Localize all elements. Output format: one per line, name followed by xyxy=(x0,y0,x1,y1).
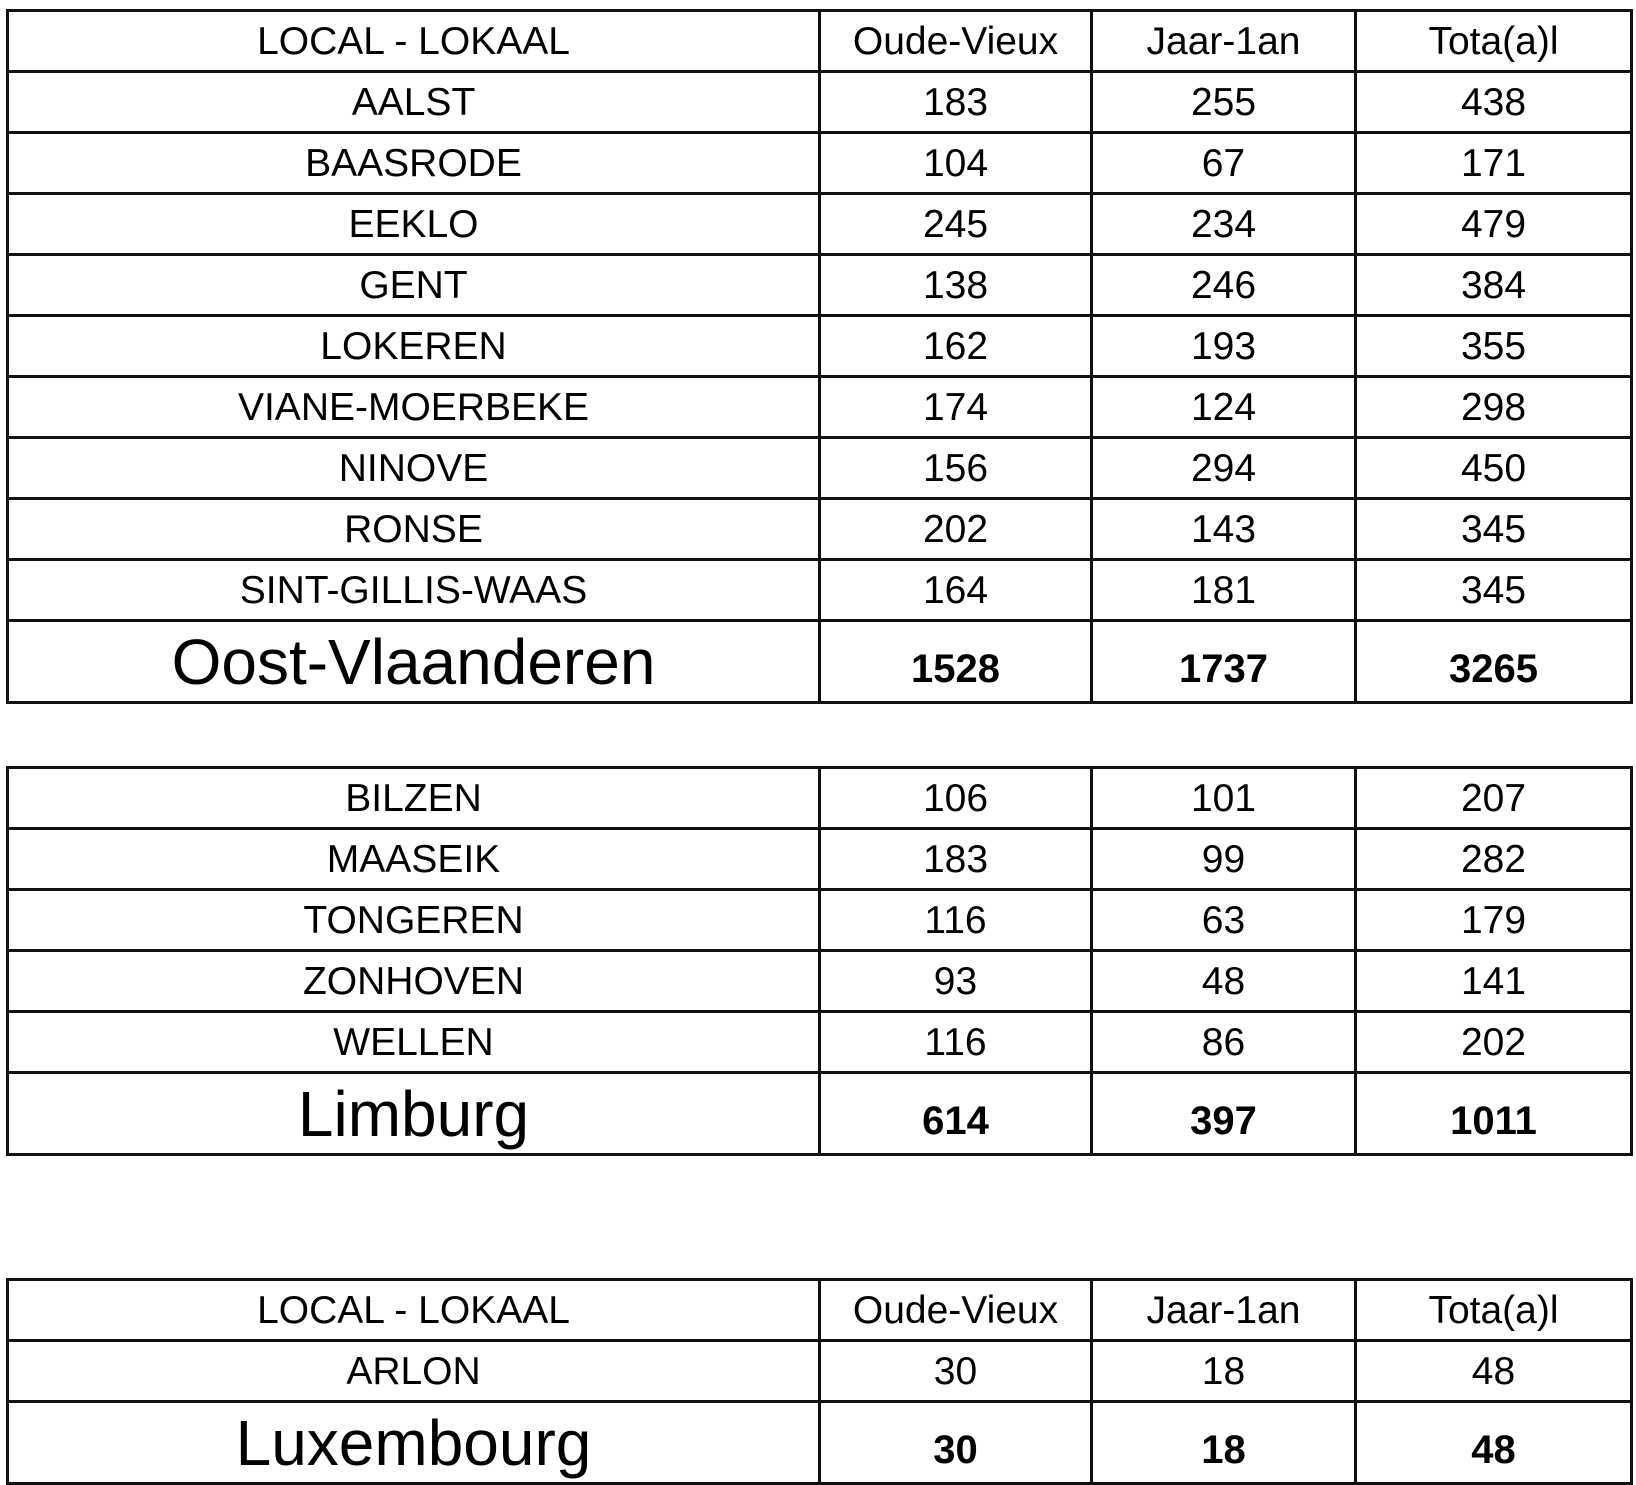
total-value: 355 xyxy=(1356,316,1632,377)
year-value: 63 xyxy=(1092,890,1356,951)
table-row xyxy=(8,194,1632,255)
table-row xyxy=(8,133,1632,194)
local-name: AALST xyxy=(8,72,820,133)
total-value: 345 xyxy=(1356,499,1632,560)
total-value: 207 xyxy=(1356,768,1632,829)
year-value: 48 xyxy=(1092,951,1356,1012)
province-name: Oost-Vlaanderen xyxy=(8,621,820,703)
province-total-row xyxy=(8,1073,1632,1155)
local-name: VIANE-MOERBEKE xyxy=(8,377,820,438)
table-row xyxy=(8,316,1632,377)
old-value: 156 xyxy=(820,438,1092,499)
table-row xyxy=(8,890,1632,951)
total-total-value: 3265 xyxy=(1356,621,1632,703)
header-year: Jaar-1an xyxy=(1092,1280,1356,1341)
total-value: 384 xyxy=(1356,255,1632,316)
total-old-value: 30 xyxy=(820,1402,1092,1484)
year-value: 234 xyxy=(1092,194,1356,255)
old-value: 245 xyxy=(820,194,1092,255)
local-name: WELLEN xyxy=(8,1012,820,1073)
local-name: RONSE xyxy=(8,499,820,560)
luxembourg-table xyxy=(6,1278,1633,1485)
old-value: 183 xyxy=(820,829,1092,890)
oost-vlaanderen-table xyxy=(6,9,1633,704)
header-local: LOCAL - LOKAAL xyxy=(8,11,820,72)
table-row xyxy=(8,829,1632,890)
table-row xyxy=(8,377,1632,438)
total-value: 141 xyxy=(1356,951,1632,1012)
header-row xyxy=(8,1280,1632,1341)
total-value: 298 xyxy=(1356,377,1632,438)
table-row xyxy=(8,499,1632,560)
year-value: 67 xyxy=(1092,133,1356,194)
old-value: 30 xyxy=(820,1341,1092,1402)
table-row xyxy=(8,438,1632,499)
year-value: 193 xyxy=(1092,316,1356,377)
header-total: Tota(a)l xyxy=(1356,11,1632,72)
old-value: 93 xyxy=(820,951,1092,1012)
total-value: 345 xyxy=(1356,560,1632,621)
total-total-value: 48 xyxy=(1356,1402,1632,1484)
old-value: 138 xyxy=(820,255,1092,316)
table-row xyxy=(8,1341,1632,1402)
table-row xyxy=(8,72,1632,133)
limburg-table xyxy=(6,766,1633,1156)
total-year-value: 1737 xyxy=(1092,621,1356,703)
table-row xyxy=(8,768,1632,829)
header-old: Oude-Vieux xyxy=(820,1280,1092,1341)
table-row xyxy=(8,951,1632,1012)
total-value: 282 xyxy=(1356,829,1632,890)
total-value: 450 xyxy=(1356,438,1632,499)
local-name: BILZEN xyxy=(8,768,820,829)
total-old-value: 1528 xyxy=(820,621,1092,703)
year-value: 86 xyxy=(1092,1012,1356,1073)
local-name: MAASEIK xyxy=(8,829,820,890)
table-row xyxy=(8,255,1632,316)
header-total: Tota(a)l xyxy=(1356,1280,1632,1341)
local-name: ARLON xyxy=(8,1341,820,1402)
old-value: 202 xyxy=(820,499,1092,560)
total-value: 171 xyxy=(1356,133,1632,194)
total-value: 438 xyxy=(1356,72,1632,133)
province-total-row xyxy=(8,1402,1632,1484)
header-local: LOCAL - LOKAAL xyxy=(8,1280,820,1341)
old-value: 116 xyxy=(820,1012,1092,1073)
local-name: GENT xyxy=(8,255,820,316)
header-year: Jaar-1an xyxy=(1092,11,1356,72)
province-name: Luxembourg xyxy=(8,1402,820,1484)
total-year-value: 397 xyxy=(1092,1073,1356,1155)
local-name: SINT-GILLIS-WAAS xyxy=(8,560,820,621)
local-name: TONGEREN xyxy=(8,890,820,951)
year-value: 294 xyxy=(1092,438,1356,499)
total-value: 202 xyxy=(1356,1012,1632,1073)
local-name: ZONHOVEN xyxy=(8,951,820,1012)
year-value: 143 xyxy=(1092,499,1356,560)
table-row xyxy=(8,1012,1632,1073)
local-name: EEKLO xyxy=(8,194,820,255)
local-name: BAASRODE xyxy=(8,133,820,194)
old-value: 162 xyxy=(820,316,1092,377)
old-value: 164 xyxy=(820,560,1092,621)
local-name: LOKEREN xyxy=(8,316,820,377)
total-year-value: 18 xyxy=(1092,1402,1356,1484)
table-row xyxy=(8,560,1632,621)
total-old-value: 614 xyxy=(820,1073,1092,1155)
header-old: Oude-Vieux xyxy=(820,11,1092,72)
province-total-row xyxy=(8,621,1632,703)
year-value: 124 xyxy=(1092,377,1356,438)
year-value: 246 xyxy=(1092,255,1356,316)
old-value: 106 xyxy=(820,768,1092,829)
old-value: 104 xyxy=(820,133,1092,194)
province-name: Limburg xyxy=(8,1073,820,1155)
old-value: 183 xyxy=(820,72,1092,133)
total-value: 479 xyxy=(1356,194,1632,255)
header-row xyxy=(8,11,1632,72)
total-value: 179 xyxy=(1356,890,1632,951)
year-value: 101 xyxy=(1092,768,1356,829)
total-value: 48 xyxy=(1356,1341,1632,1402)
old-value: 116 xyxy=(820,890,1092,951)
local-name: NINOVE xyxy=(8,438,820,499)
year-value: 18 xyxy=(1092,1341,1356,1402)
year-value: 99 xyxy=(1092,829,1356,890)
year-value: 255 xyxy=(1092,72,1356,133)
year-value: 181 xyxy=(1092,560,1356,621)
old-value: 174 xyxy=(820,377,1092,438)
total-total-value: 1011 xyxy=(1356,1073,1632,1155)
